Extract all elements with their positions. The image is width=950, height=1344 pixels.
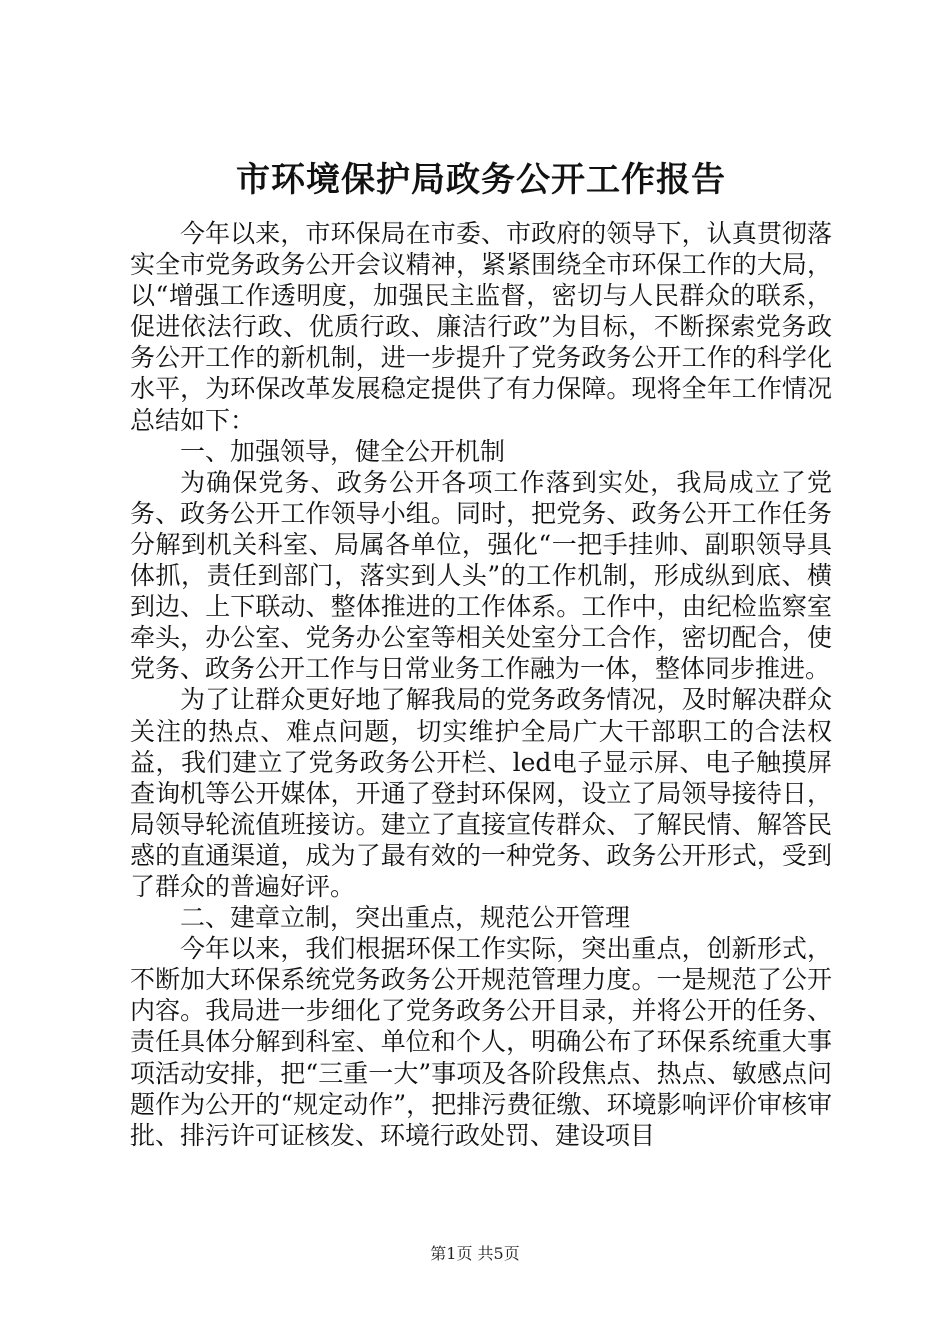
paragraph-section-1-b: 为了让群众更好地了解我局的党务政务情况，及时解决群众关注的热点、难点问题，切实维护全局广大干部职工的合法权益，我们建立了党务政务公开栏、led电子显示屏、电子触摸屏查询机等公开媒体，开通了登封环保网，设立了局领导接待日，局领导轮流值班接访。建立了直接宣传群众、了解民情、解答民惑的直通渠道，成为了最有效的一种党务、政务公开形式，受到了群众的普遍好评。 [130,685,832,901]
paragraph-intro: 今年以来，市环保局在市委、市政府的领导下，认真贯彻落实全市党务政务公开会议精神，紧紧围绕全市环保工作的大局，以“增强工作透明度，加强民主监督，密切与人民群众的联系，促进依法行政、优质行政、廉洁行政”为目标，不断探索党务政务公开工作的新机制，进一步提升了党务政务公开工作的科学化水平，为环保改革发展稳定提供了有力保障。现将全年工作情况总结如下： [130,219,832,435]
section-heading-1: 一、加强领导，健全公开机制 [180,436,506,466]
page-number-footer: 第1页 共5页 [430,1244,520,1263]
document-title: 市环境保护局政务公开工作报告 [236,160,726,200]
document-page [130,150,832,1151]
document-body [130,218,832,1151]
paragraph-section-2-a: 今年以来，我们根据环保工作实际，突出重点，创新形式，不断加大环保系统党务政务公开规范管理力度。一是规范了公开内容。我局进一步细化了党务政务公开目录，并将公开的任务、责任具体分解到科室、单位和个人，明确公布了环保系统重大事项活动安排，把“三重一大”事项及各阶段焦点、热点、敏感点问题作为公开的“规定动作”，把排污费征缴、环境影响评价审核审批、排污许可证核发、环境行政处罚、建设项目 [130,934,832,1150]
paragraph-section-1-a: 为确保党务、政务公开各项工作落到实处，我局成立了党务、政务公开工作领导小组。同时，把党务、政务公开工作任务分解到机关科室、局属各单位，强化“一把手挂帅、副职领导具体抓，责任到部门，落实到人头”的工作机制，形成纵到底、横到边、上下联动、整体推进的工作体系。工作中，由纪检监察室牵头，办公室、党务办公室等相关处室分工合作，密切配合，使党务、政务公开工作与日常业务工作融为一体，整体同步推进。 [130,467,832,684]
section-heading-2: 二、建章立制，突出重点，规范公开管理 [180,903,631,933]
